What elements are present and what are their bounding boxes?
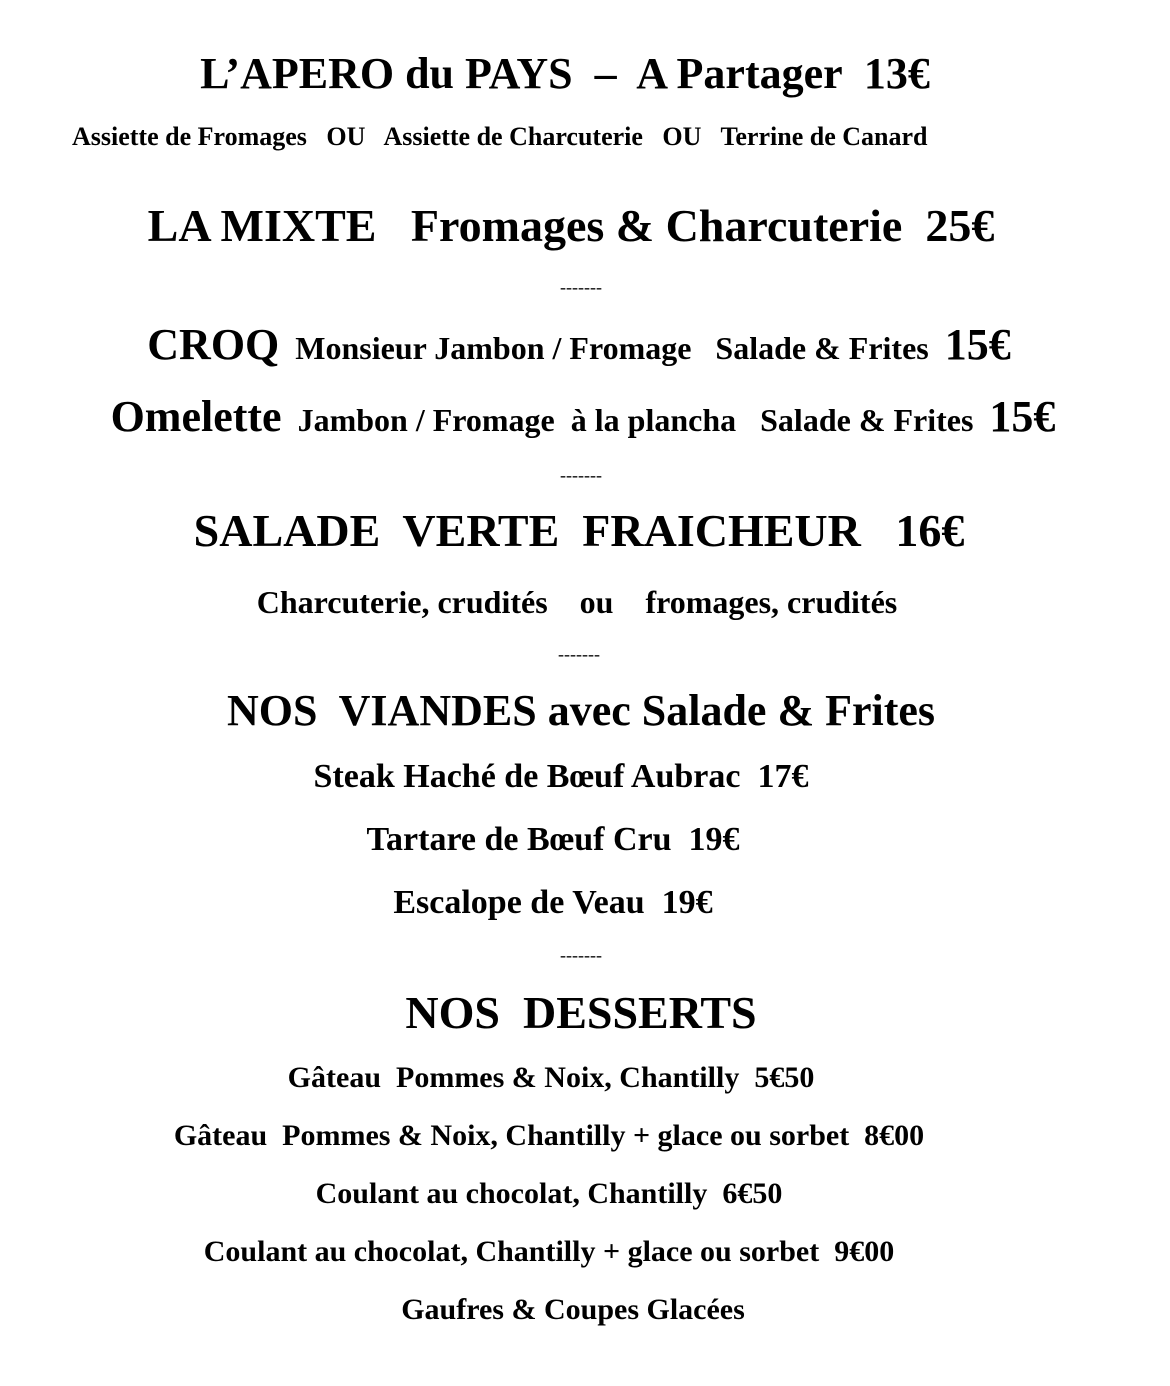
desserts-title: NOS DESSERTS: [405, 987, 757, 1038]
salade-title: SALADE VERTE FRAICHEUR 16€: [193, 505, 965, 556]
dessert-item: Gâteau Pommes & Noix, Chantilly 5€50: [287, 1061, 815, 1094]
separator: -------: [560, 945, 602, 965]
omelette-price: 15€: [989, 392, 1056, 441]
salade-subtitle: Charcuterie, crudités ou fromages, crudités: [256, 584, 898, 620]
dessert-item: Gaufres & Coupes Glacées: [401, 1293, 745, 1326]
omelette-description: Jambon / Fromage à la plancha Salade & Frites: [281, 402, 990, 438]
croq-description: Monsieur Jambon / Fromage Salade & Frites: [279, 330, 945, 366]
croq-name: CROQ: [147, 320, 280, 369]
mixte-title: LA MIXTE Fromages & Charcuterie 25€: [147, 200, 995, 251]
separator: -------: [560, 465, 602, 485]
croq-line: [0, 320, 1164, 369]
dessert-item: Coulant au chocolat, Chantilly + glace ou sorbet 9€00: [203, 1235, 895, 1268]
viandes-item: Steak Haché de Bœuf Aubrac 17€: [313, 758, 809, 795]
omelette-line: [0, 392, 1168, 441]
separator: -------: [558, 644, 600, 664]
croq-price: 15€: [944, 320, 1011, 369]
viandes-title: NOS VIANDES avec Salade & Frites: [226, 686, 936, 735]
apero-title: L’APERO du PAYS – A Partager 13€: [200, 49, 930, 98]
apero-subtitle: Assiette de Fromages OU Assiette de Charcuterie OU Terrine de Canard: [72, 122, 928, 151]
omelette-name: Omelette: [110, 392, 282, 441]
viandes-item: Tartare de Bœuf Cru 19€: [366, 821, 740, 858]
dessert-item: Gâteau Pommes & Noix, Chantilly + glace ou sorbet 8€00: [173, 1119, 925, 1152]
dessert-item: Coulant au chocolat, Chantilly 6€50: [315, 1177, 783, 1210]
separator: -------: [560, 277, 602, 297]
viandes-item: Escalope de Veau 19€: [393, 884, 713, 921]
